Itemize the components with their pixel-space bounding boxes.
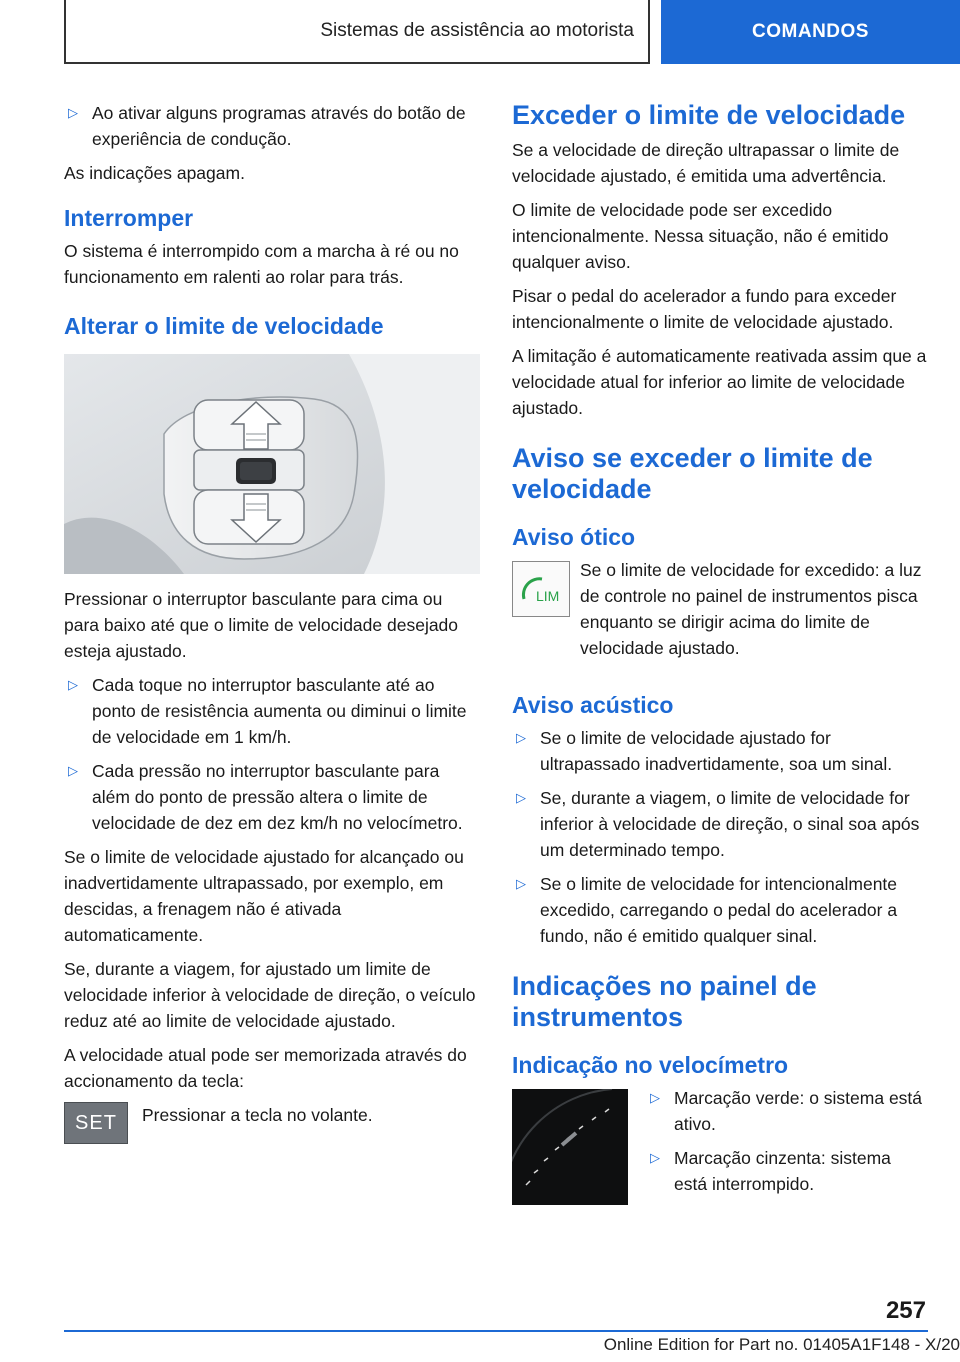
list-item [512, 871, 928, 949]
triangle-bullet-icon: ▷ [650, 1150, 660, 1165]
footer-divider [64, 1330, 928, 1332]
list-item [64, 100, 478, 152]
list-item [64, 672, 478, 750]
footer-edition: Online Edition for Part no. 01405A1F148 - X/20 [603, 1335, 960, 1354]
list-item-text: Se o limite de velocidade ajustado for ultrapassado inadvertidamente, soa um sinal. [540, 728, 893, 774]
heading-aviso-otico: Aviso ótico [512, 524, 636, 550]
set-key-label: SET [75, 1111, 117, 1134]
triangle-bullet-icon: ▷ [516, 790, 526, 805]
header-section-box [64, 0, 650, 64]
list-item [64, 758, 478, 836]
heading-interromper: Interromper [64, 205, 194, 231]
list-item [646, 1145, 928, 1197]
lim-label: LIM [536, 588, 560, 604]
lim-gauge-icon [516, 569, 566, 609]
triangle-bullet-icon: ▷ [650, 1090, 660, 1105]
paragraph: Pressionar o interruptor basculante para cima ou para baixo até que o limite de velocidade desejado esteja ajustado. [64, 589, 459, 661]
heading-indicacoes-painel: Indicações no painel de instrumentos [512, 971, 817, 1032]
heading-alterar-limite: Alterar o limite de velocidade [64, 313, 384, 339]
header-tab-comandos[interactable] [661, 0, 960, 64]
right-column [512, 100, 928, 1209]
set-key-row [64, 1102, 478, 1144]
list-item-text: Cada pressão no interruptor basculante para além do ponto de pressão altera o limite de velocidade de dez em dez km/h no velocímetro. [92, 761, 463, 833]
paragraph: Se o limite de velocidade for excedido: a luz de controle no painel de instrumentos pisca enquanto se dirigir acima do limite de velocidade ajustado. [580, 560, 922, 658]
paragraph: A velocidade atual pode ser memorizada através do accionamento da tecla: [64, 1045, 467, 1091]
list-item-text: Cada toque no interruptor basculante até ao ponto de resistência aumenta ou diminui o limite de velocidade em 1 km/h. [92, 675, 467, 747]
list-item-text: Ao ativar alguns programas através do botão de experiência de condução. [92, 103, 466, 149]
left-column [64, 100, 478, 1148]
paragraph: Se a velocidade de direção ultrapassar o limite de velocidade ajustado, é emitida uma advertência. [512, 140, 900, 186]
list-item-text: Se o limite de velocidade for intencionalmente excedido, carregando o pedal do acelerador a fundo, não é emitido qualquer sinal. [540, 874, 898, 946]
triangle-bullet-icon: ▷ [68, 763, 78, 778]
list-item-text: Se, durante a viagem, o limite de velocidade for inferior à velocidade de direção, o sinal soa após um determinado tempo. [540, 788, 920, 860]
page-number: 257 [885, 1297, 926, 1324]
paragraph: O limite de velocidade pode ser excedido intencionalmente. Nessa situação, não é emitido qualquer aviso. [512, 200, 889, 272]
triangle-bullet-icon: ▷ [68, 677, 78, 692]
paragraph: A limitação é automaticamente reativada assim que a velocidade atual for inferior ao limite de velocidade ajustado. [512, 346, 927, 418]
speedometer-row [512, 1085, 928, 1205]
list-item [512, 725, 928, 777]
speedometer-image [512, 1089, 628, 1205]
header-tab-label: COMANDOS [752, 21, 869, 42]
paragraph: Pisar o pedal do acelerador a fundo para exceder intencionalmente o limite de velocidade ajustado. [512, 286, 897, 332]
lim-speed-limit-icon [512, 561, 570, 617]
header-section-title: Sistemas de assistência ao motorista [320, 20, 634, 41]
heading-aviso-acustico: Aviso acústico [512, 692, 674, 718]
steering-wheel-switch-image [64, 354, 480, 574]
paragraph: Se, durante a viagem, for ajustado um limite de velocidade inferior à velocidade de direção, o veículo reduz até ao limite de velocidade ajustado. [64, 959, 476, 1031]
list-item-text: Marcação verde: o sistema está ativo. [674, 1088, 923, 1134]
triangle-bullet-icon: ▷ [516, 876, 526, 891]
paragraph: Se o limite de velocidade ajustado for alcançado ou inadvertidamente ultrapassado, por exemplo, em descidas, a frenagem não é ativada automaticamente. [64, 847, 464, 945]
paragraph: As indicações apagam. [64, 163, 245, 183]
list-item [646, 1085, 928, 1137]
list-item [512, 785, 928, 863]
heading-exceder-limite: Exceder o limite de velocidade [512, 100, 906, 130]
paragraph: Pressionar a tecla no volante. [142, 1105, 373, 1125]
lim-warning-row [512, 557, 928, 669]
list-item-text: Marcação cinzenta: sistema está interrompido. [674, 1148, 891, 1194]
heading-indicacao-velocimetro: Indicação no velocímetro [512, 1052, 789, 1078]
set-key-icon [64, 1102, 128, 1144]
triangle-bullet-icon: ▷ [516, 730, 526, 745]
heading-aviso-exceder: Aviso se exceder o limite de velocidade [512, 443, 873, 504]
triangle-bullet-icon: ▷ [68, 105, 78, 120]
paragraph: O sistema é interrompido com a marcha à ré ou no funcionamento em ralenti ao rolar para trás. [64, 241, 459, 287]
